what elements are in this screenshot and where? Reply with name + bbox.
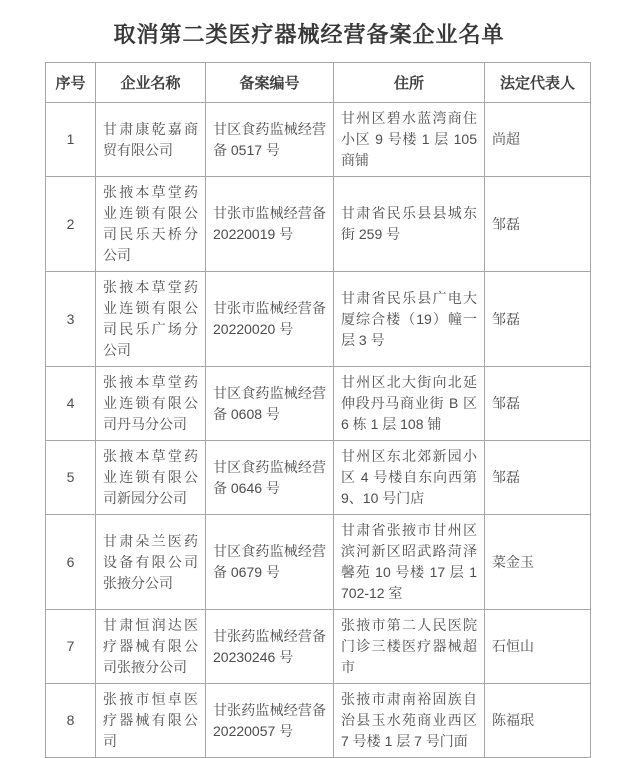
cell-serial-number: 2 — [46, 177, 96, 272]
cell-legal-representative: 石恒山 — [485, 610, 591, 684]
cell-company-name: 甘肃康乾嘉商贸有限公司 — [96, 103, 206, 177]
cell-filing-number: 甘张市监械经营备 20220019 号 — [206, 177, 334, 272]
table-row — [46, 441, 591, 515]
cell-address: 张掖市第二人民医院门诊三楼医疗器械超市 — [334, 610, 485, 684]
cell-address: 甘州区北大街向北延伸段丹马商业街 B 区 6 栋 1 层 108 铺 — [334, 367, 485, 441]
cell-legal-representative: 尚超 — [485, 103, 591, 177]
cell-legal-representative: 邹磊 — [485, 272, 591, 367]
cell-serial-number: 1 — [46, 103, 96, 177]
cell-company-name: 张掖本草堂药业连锁有限公司民乐广场分公司 — [96, 272, 206, 367]
cell-filing-number: 甘区食药监械经营备 0679 号 — [206, 515, 334, 610]
cell-filing-number: 甘区食药监械经营备 0517 号 — [206, 103, 334, 177]
cell-serial-number: 6 — [46, 515, 96, 610]
cancelled-filing-companies-table — [45, 62, 591, 758]
header-serial-number: 序号 — [46, 63, 96, 103]
cell-address: 甘肃省张掖市甘州区滨河新区昭武路菏泽馨苑 10 号楼 17 层 1702-12 室 — [334, 515, 485, 610]
table-row — [46, 684, 591, 758]
table-row — [46, 367, 591, 441]
header-address: 住所 — [334, 63, 485, 103]
cell-serial-number: 8 — [46, 684, 96, 758]
table-row — [46, 515, 591, 610]
header-legal-representative: 法定代表人 — [485, 63, 591, 103]
cell-address: 甘州区东北郊新园小区 4 号楼自东向西第 9、10 号门店 — [334, 441, 485, 515]
cell-filing-number: 甘张药监械经营备 20230246 号 — [206, 610, 334, 684]
cell-serial-number: 7 — [46, 610, 96, 684]
table-row — [46, 177, 591, 272]
cell-filing-number: 甘区食药监械经营备 0608 号 — [206, 367, 334, 441]
cell-serial-number: 4 — [46, 367, 96, 441]
cell-filing-number: 甘区食药监械经营备 0646 号 — [206, 441, 334, 515]
cell-serial-number: 3 — [46, 272, 96, 367]
cell-filing-number: 甘张市监械经营备 20220020 号 — [206, 272, 334, 367]
cell-address: 张掖市肃南裕固族自治县玉水苑商业西区 7 号楼 1 层 7 号门面 — [334, 684, 485, 758]
table-row — [46, 272, 591, 367]
cell-company-name: 张掖本草堂药业连锁有限公司丹马分公司 — [96, 367, 206, 441]
cell-company-name: 张掖本草堂药业连锁有限公司民乐天桥分公司 — [96, 177, 206, 272]
table-row — [46, 610, 591, 684]
page-title: 取消第二类医疗器械经营备案企业名单 — [113, 22, 505, 47]
cell-legal-representative: 邹磊 — [485, 441, 591, 515]
cell-company-name: 甘肃恒润达医疗器械有限公司张掖分公司 — [96, 610, 206, 684]
cell-legal-representative: 邹磊 — [485, 177, 591, 272]
cell-serial-number: 5 — [46, 441, 96, 515]
cell-legal-representative: 陈福珉 — [485, 684, 591, 758]
cell-filing-number: 甘张药监械经营备 20220057 号 — [206, 684, 334, 758]
table-header-row — [46, 63, 591, 103]
header-filing-number: 备案编号 — [206, 63, 334, 103]
header-company-name: 企业名称 — [96, 63, 206, 103]
cell-address: 甘州区碧水蓝湾商住小区 9 号楼 1 层 105 商铺 — [334, 103, 485, 177]
cell-legal-representative: 邹磊 — [485, 367, 591, 441]
cell-address: 甘肃省民乐县县城东街 259 号 — [334, 177, 485, 272]
cell-address: 甘肃省民乐县广电大厦综合楼（19）幢一层 3 号 — [334, 272, 485, 367]
cell-company-name: 甘肃朵兰医药设备有限公司张掖分公司 — [96, 515, 206, 610]
cell-company-name: 张掖本草堂药业连锁有限公司新园分公司 — [96, 441, 206, 515]
cell-company-name: 张掖市恒卓医疗器械有限公司 — [96, 684, 206, 758]
table-row — [46, 103, 591, 177]
cell-legal-representative: 菜金玉 — [485, 515, 591, 610]
